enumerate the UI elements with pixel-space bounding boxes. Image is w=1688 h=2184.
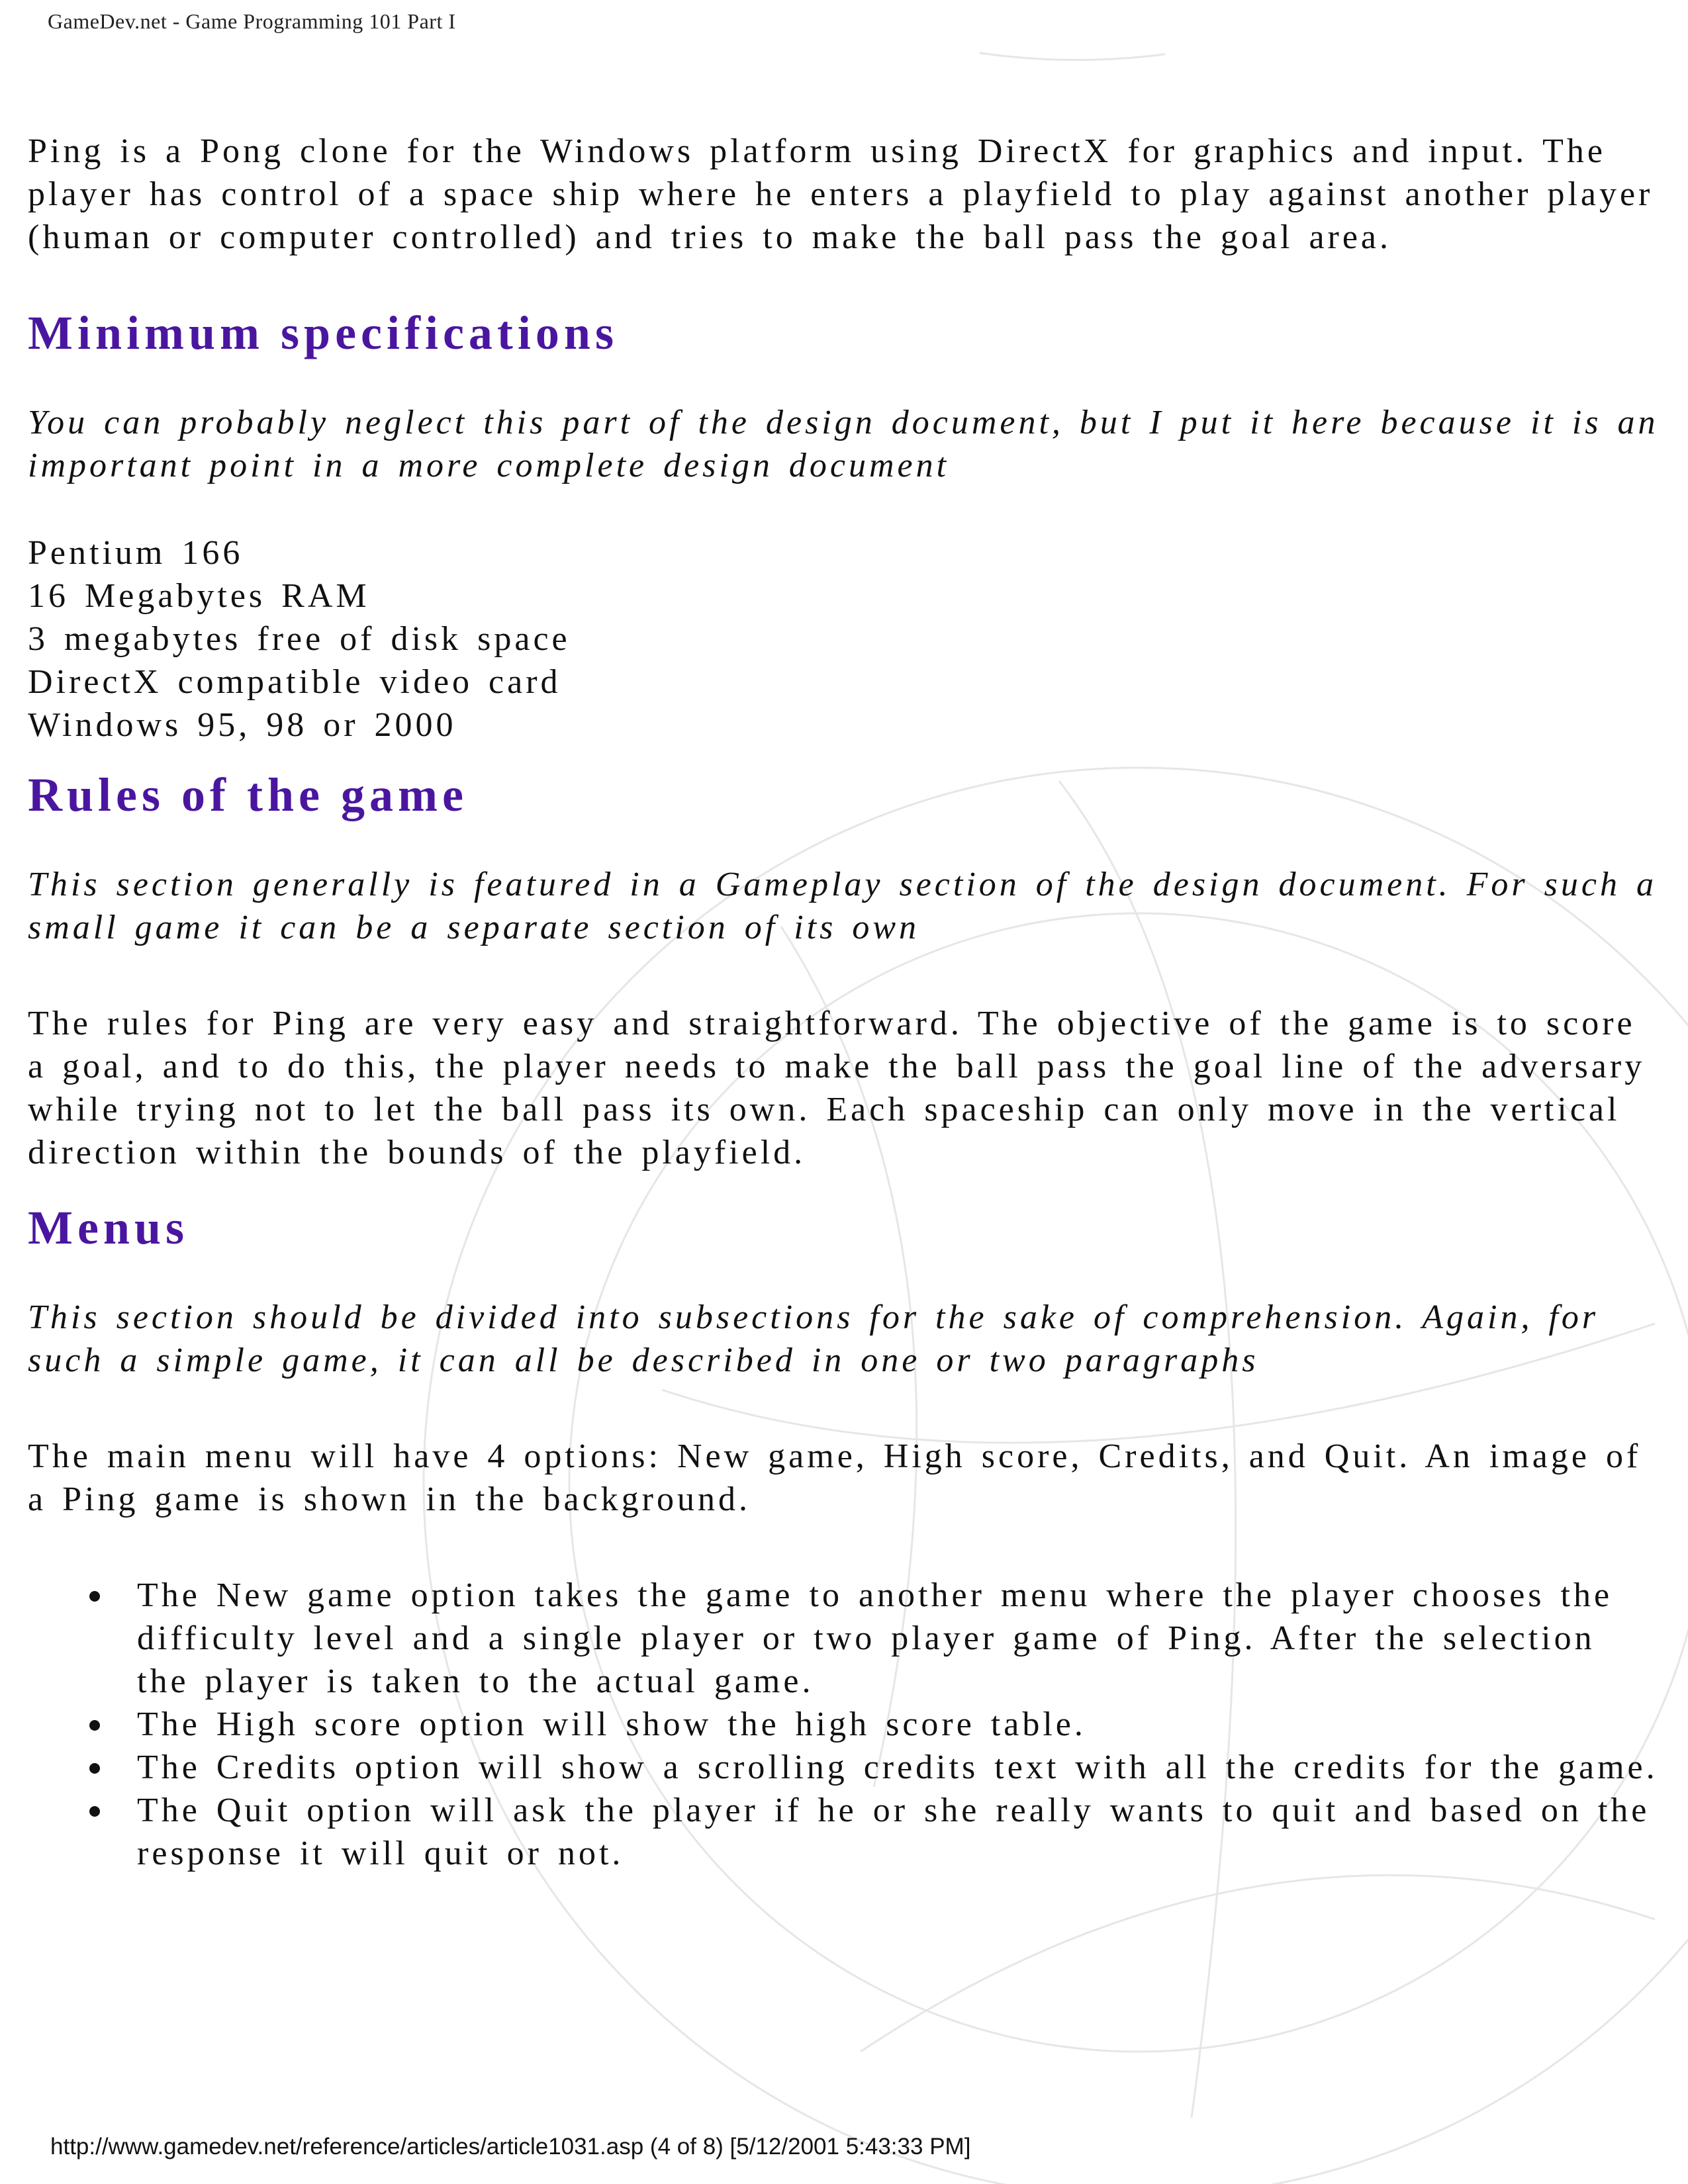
rules-note: This section generally is featured in a Gameplay section of the design document. For such a small game it can be a separate section of its own bbox=[28, 866, 1657, 946]
spec-item: Pentium 166 bbox=[28, 534, 244, 572]
list-item bbox=[137, 1789, 1663, 1875]
specs-note: You can probably neglect this part of the design document, but I put it here because it is an important point in a more complete design document bbox=[28, 404, 1659, 484]
list-item-text: The High score option will show the high score table. bbox=[137, 1706, 1086, 1743]
list-item-text: The Quit option will ask the player if he or she really wants to quit and based on the response it will quit or not. bbox=[137, 1792, 1650, 1872]
article-content bbox=[28, 130, 1663, 1875]
spec-item: 16 Megabytes RAM bbox=[28, 577, 370, 615]
heading-menus: Menus bbox=[28, 1201, 189, 1254]
rules-paragraph: The rules for Ping are very easy and straightforward. The objective of the game is to score a goal, and to do this, the player needs to make the ball pass the goal line of the adversary while trying not to let the ball pass its own. Each spaceship can only move in the vertical direction within the bounds of the playfield. bbox=[28, 1005, 1646, 1171]
menus-paragraph: The main menu will have 4 options: New game, High score, Credits, and Quit. An image of a Ping game is shown in the background. bbox=[28, 1437, 1642, 1518]
list-item bbox=[137, 1746, 1663, 1789]
list-item bbox=[137, 1574, 1663, 1703]
list-item-text: The Credits option will show a scrolling credits text with all the credits for the game. bbox=[137, 1749, 1658, 1786]
specs-list bbox=[28, 531, 1663, 747]
bullet-icon bbox=[89, 1806, 100, 1817]
heading-minimum-specifications: Minimum specifications bbox=[28, 306, 618, 359]
spec-item: 3 megabytes free of disk space bbox=[28, 620, 571, 658]
page-header-title: GameDev.net - Game Programming 101 Part I bbox=[48, 9, 456, 33]
heading-rules-of-the-game: Rules of the game bbox=[28, 768, 468, 821]
list-item bbox=[137, 1703, 1663, 1746]
intro-paragraph: Ping is a Pong clone for the Windows platform using DirectX for graphics and input. The player has control of a space ship where he enters a playfield to play against another player (human or computer controlled) and tries to make the ball pass the goal area. bbox=[28, 132, 1654, 256]
bullet-icon bbox=[89, 1720, 100, 1731]
bullet-icon bbox=[89, 1763, 100, 1774]
list-item-text: The New game option takes the game to another menu where the player chooses the difficulty level and a single player or two player game of Ping. After the selection the player is taken to the actual game. bbox=[137, 1576, 1613, 1700]
menus-note: This section should be divided into subsections for the sake of comprehension. Again, for such a simple game, it can all be described in one or two paragraphs bbox=[28, 1298, 1599, 1379]
menu-options-list bbox=[28, 1574, 1663, 1875]
spec-item: DirectX compatible video card bbox=[28, 663, 561, 701]
page-footer-url: http://www.gamedev.net/reference/articles/article1031.asp (4 of 8) [5/12/2001 5:43:33 PM] bbox=[50, 2134, 971, 2160]
spec-item: Windows 95, 98 or 2000 bbox=[28, 706, 457, 744]
bullet-icon bbox=[89, 1591, 100, 1602]
